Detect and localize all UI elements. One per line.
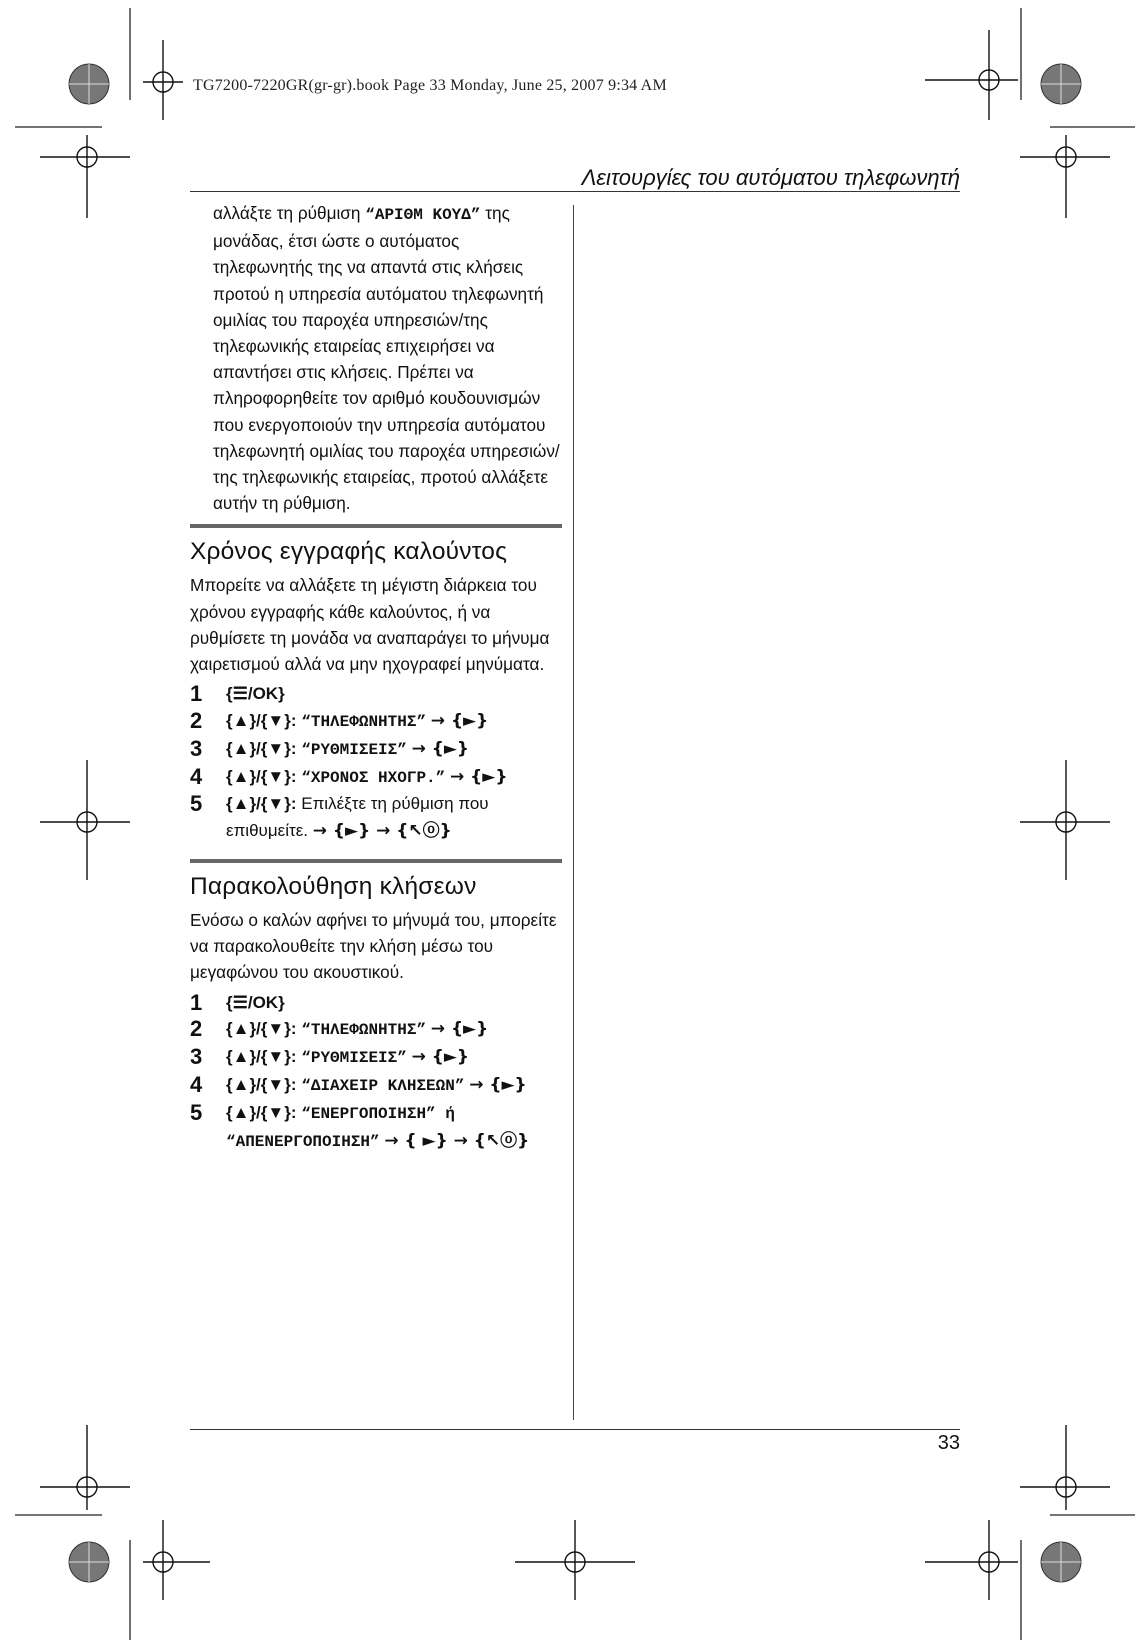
step-item	[190, 1072, 562, 1100]
recording-time-steps	[190, 681, 562, 845]
title-rule	[190, 191, 960, 192]
call-screening-steps	[190, 990, 562, 1156]
step-arrow: → {►}	[411, 738, 470, 759]
step-item	[190, 708, 562, 736]
section-divider	[190, 524, 562, 528]
left-column	[190, 200, 562, 1155]
step-number: 2	[190, 708, 203, 734]
menu-option: “ΧΡΟΝΟΣ ΗΧΟΓΡ.”	[301, 768, 446, 787]
key-label: {▲}/{▼}:	[226, 711, 297, 731]
intro-suffix: της μονάδας, έτσι ώστε ο αυτόματος τηλεφωνητής της να απαντά στις κλήσεις προτού η υπηρεσία αυτόματου τηλεφωνητή ομιλίας του παροχέα υπηρεσιών/της τηλεφωνικής εταιρείας επιχειρήσει να απαντήσει στις κλήσεις. Πρέπει να πληροφορηθείτε τον αριθμό κουδουνισμών που ενεργοποιούν την υπηρεσία αυτόματου τηλεφωνητή ομιλίας του παροχέα υπηρεσιών/της τηλεφωνικής εταιρείας, προτού αλλάξετε αυτήν τη ρύθμιση.	[213, 203, 560, 514]
menu-option: “ΡΥΘΜΙΣΕΙΣ”	[301, 1049, 407, 1068]
step-text: Επιλέξτε τη ρύθμιση που επιθυμείτε.	[226, 794, 489, 841]
key-label: {☰/OK}	[226, 992, 285, 1012]
page-number: 33	[937, 1432, 960, 1454]
step-number: 3	[190, 735, 203, 761]
step-item	[190, 764, 562, 792]
step-arrow: → {►}	[469, 1075, 527, 1096]
menu-option: “ΔΙΑΧΕΙΡ ΚΛΗΣΕΩΝ”	[301, 1077, 465, 1096]
step-number: 5	[190, 791, 203, 817]
step-item	[190, 1016, 562, 1044]
section-divider	[190, 859, 562, 863]
menu-option: “ΤΗΛΕΦΩΝΗΤΗΣ”	[301, 1021, 427, 1040]
key-label: {▲}/{▼}:	[226, 794, 297, 814]
intro-prefix: αλλάξτε τη ρύθμιση	[213, 203, 366, 223]
step-number: 4	[190, 763, 203, 789]
step-number: 2	[190, 1016, 203, 1042]
key-label: {▲}/{▼}:	[226, 1102, 297, 1122]
key-label: {▲}/{▼}:	[226, 1047, 297, 1067]
recording-time-heading: Χρόνος εγγραφής καλούντος	[190, 538, 508, 566]
step-number: 3	[190, 1044, 203, 1070]
key-label: {▲}/{▼}:	[226, 766, 297, 786]
step-item	[190, 736, 562, 764]
step-arrow: → {►}	[430, 1019, 489, 1040]
column-divider	[573, 205, 574, 1420]
key-label: {▲}/{▼}:	[226, 1019, 297, 1039]
intro-paragraph	[213, 200, 562, 516]
step-item	[190, 791, 562, 845]
menu-option: “ΤΗΛΕΦΩΝΗΤΗΣ”	[301, 713, 427, 732]
intro-setting: “ΑΡΙΘΜ ΚΟΥΔ”	[365, 206, 481, 224]
call-screening-description: Ενόσω ο καλών αφήνει το μήνυμά του, μπορείτε να παρακολουθείτε την κλήση μέσω του μεγαφώνου του ακουστικού.	[190, 910, 557, 983]
footer-rule	[190, 1429, 960, 1430]
menu-option: “ΕΝΕΡΓΟΠΟΙΗΣΗ” ή “ΑΠΕΝΕΡΓΟΠΟΙΗΣΗ”	[226, 1104, 455, 1151]
step-number: 1	[190, 681, 203, 707]
recording-time-description: Μπορείτε να αλλάξετε τη μέγιστη διάρκεια του χρόνου εγγραφής κάθε καλούντος, ή να ρυθμίσετε τη μονάδα να αναπαράγει το μήνυμα χαιρετισμού αλλά να μην ηχογραφεί μηνύματα.	[190, 575, 550, 675]
step-number: 4	[190, 1072, 203, 1098]
key-label: {☰/OK}	[226, 684, 285, 704]
book-header: TG7200-7220GR(gr-gr).book Page 33 Monday, June 25, 2007 9:34 AM	[193, 77, 667, 94]
step-arrow: → {►}	[450, 766, 508, 787]
step-arrow: → { ►} → {↖ⓞ}	[384, 1130, 530, 1151]
step-number: 5	[190, 1099, 203, 1125]
step-arrow: → {►}	[411, 1047, 470, 1068]
step-item	[190, 681, 562, 708]
step-arrow: → {►} → {↖ⓞ}	[312, 821, 452, 842]
step-arrow: → {►}	[430, 711, 489, 732]
menu-option: “ΡΥΘΜΙΣΕΙΣ”	[301, 740, 407, 759]
step-item	[190, 990, 562, 1017]
key-label: {▲}/{▼}:	[226, 1075, 297, 1095]
step-item	[190, 1100, 562, 1156]
call-screening-heading: Παρακολούθηση κλήσεων	[190, 873, 477, 901]
section-title: Λειτουργίες του αυτόματου τηλεφωνητή	[581, 165, 960, 190]
step-number: 1	[190, 989, 203, 1015]
key-label: {▲}/{▼}:	[226, 738, 297, 758]
step-item	[190, 1044, 562, 1072]
